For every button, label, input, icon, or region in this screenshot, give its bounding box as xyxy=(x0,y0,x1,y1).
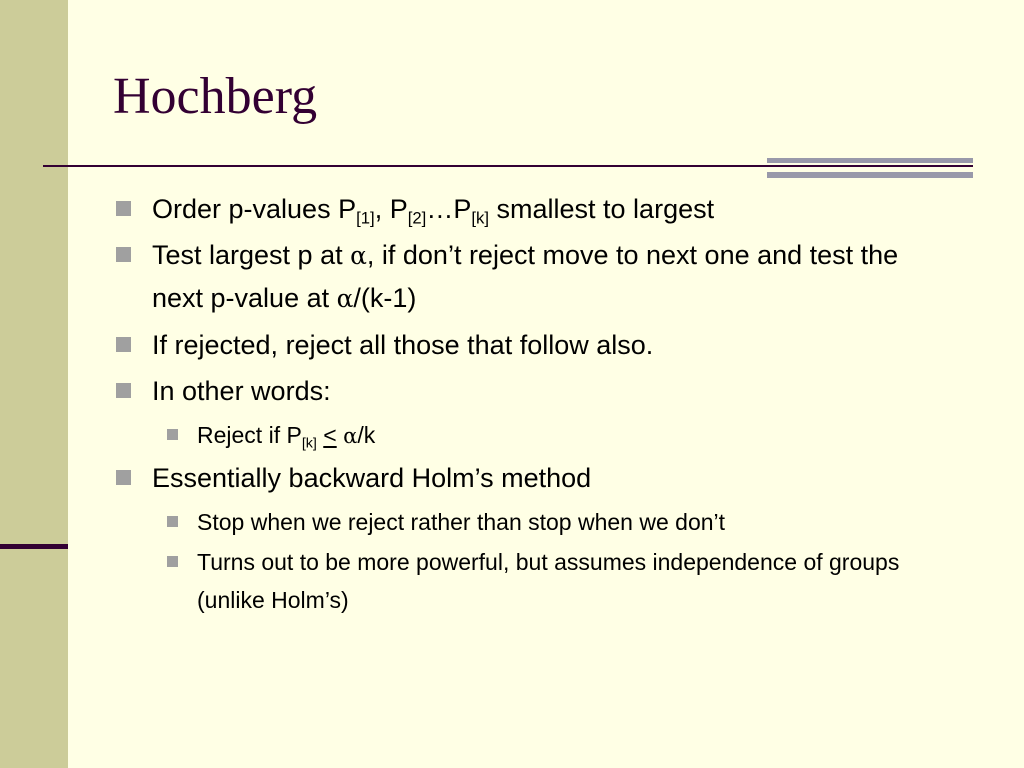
bullet-text: If rejected, reject all those that follow also. xyxy=(152,330,654,360)
bullet-text: Essentially backward Holm’s method xyxy=(152,463,592,493)
sub-bullet-text: Stop when we reject rather than stop when we don’t xyxy=(197,509,726,535)
bullet-text: In other words: xyxy=(152,376,331,406)
square-bullet-icon xyxy=(116,201,131,216)
alpha-symbol: α xyxy=(336,284,354,313)
title-rule-accent xyxy=(767,158,973,180)
bullet-text: Order p-values $P_{[1]}$, $P_{[2]}\dots P_{[k]}$ smallest to largest xyxy=(152,194,715,228)
square-bullet-icon xyxy=(116,383,131,398)
square-bullet-icon xyxy=(116,337,131,352)
sub-bullet-text: Reject if $P_{[k]} < \alpha/k$ xyxy=(197,422,376,452)
bullet-text: Test largest p at α, if don’t reject move to next one and test the next p-value at α/(k-1) xyxy=(152,240,899,313)
sub-bullet-text: Turns out to be more powerful, but assumes independence of groups (unlike Holm’s) xyxy=(197,549,900,613)
bullet-item-if-rejected xyxy=(114,324,934,366)
bullet-item-order-p-values xyxy=(114,188,934,230)
accent-bar-bottom xyxy=(767,172,973,178)
subscript-k: [k] xyxy=(471,208,490,228)
bullet-item-backward-holm xyxy=(114,457,934,499)
bullet-item-in-other-words xyxy=(114,370,934,412)
accent-bar-top xyxy=(767,158,973,163)
square-bullet-icon xyxy=(167,429,178,440)
square-bullet-icon xyxy=(167,516,178,527)
square-bullet-icon xyxy=(116,247,131,262)
slide-body xyxy=(114,188,934,621)
bullet-item-test-largest xyxy=(114,234,934,320)
sub-bullet-more-powerful xyxy=(114,543,934,619)
alpha-symbol: α xyxy=(343,423,358,448)
less-or-equal-operator: < xyxy=(323,422,337,448)
slide-title: Hochberg xyxy=(113,68,318,125)
sub-bullet-reject-if xyxy=(114,416,934,455)
square-bullet-icon xyxy=(167,556,178,567)
alpha-symbol: α xyxy=(350,241,367,270)
subscript-k: [k] xyxy=(301,435,317,452)
subscript-1: [1] xyxy=(356,208,375,228)
sub-bullet-stop-when-reject xyxy=(114,503,934,541)
subscript-2: [2] xyxy=(407,208,427,228)
square-bullet-icon xyxy=(116,470,131,485)
left-decorative-band xyxy=(0,0,68,768)
left-band-rule xyxy=(0,544,68,549)
